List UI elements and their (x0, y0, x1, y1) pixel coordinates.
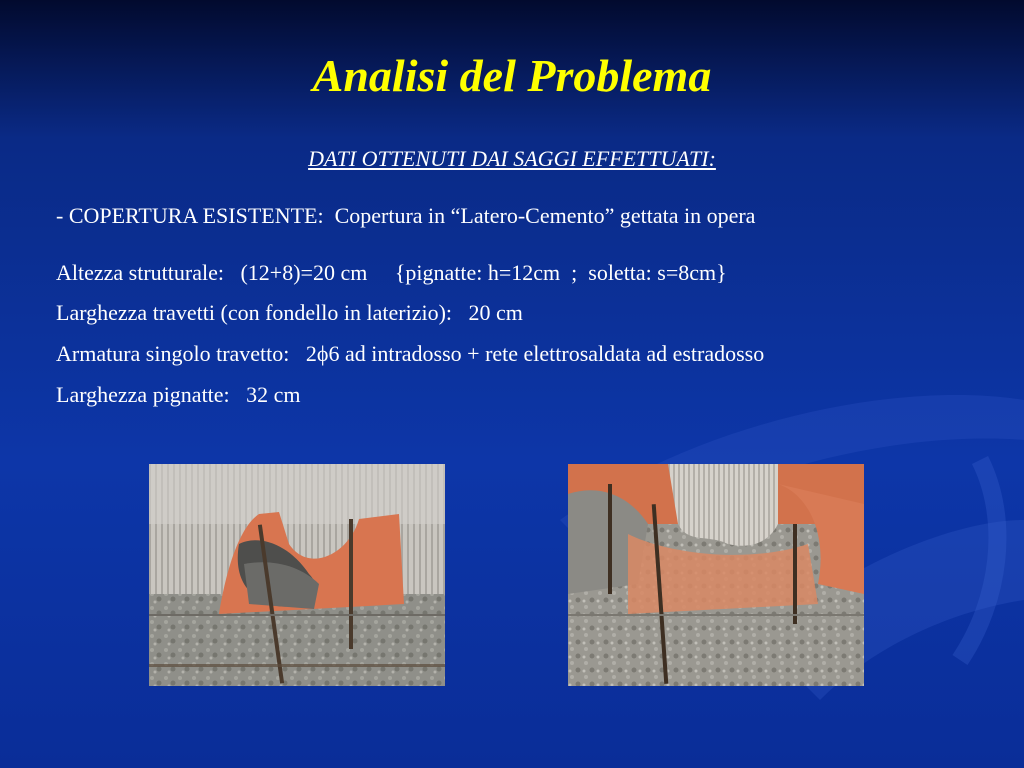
slide-title: Analisi del Problema (312, 50, 712, 101)
text-line-larghezza-pignatte: Larghezza pignatte: 32 cm (56, 382, 301, 407)
slide-subtitle: DATI OTTENUTI DAI SAGGI EFFETTUATI: (308, 146, 716, 171)
text-line-larghezza-travetti: Larghezza travetti (con fondello in laterizio): 20 cm (56, 300, 523, 325)
text-line-copertura: - COPERTURA ESISTENTE: Copertura in “Latero-Cemento” gettata in opera (56, 203, 756, 228)
text-line-altezza: Altezza strutturale: (12+8)=20 cm {pignatte: h=12cm ; soletta: s=8cm} (56, 260, 727, 285)
text-line-armatura: Armatura singolo travetto: 2ϕ6 ad intradosso + rete elettrosaldata ad estradosso (56, 341, 765, 366)
photo-left (149, 464, 445, 686)
photo-right (568, 464, 864, 686)
